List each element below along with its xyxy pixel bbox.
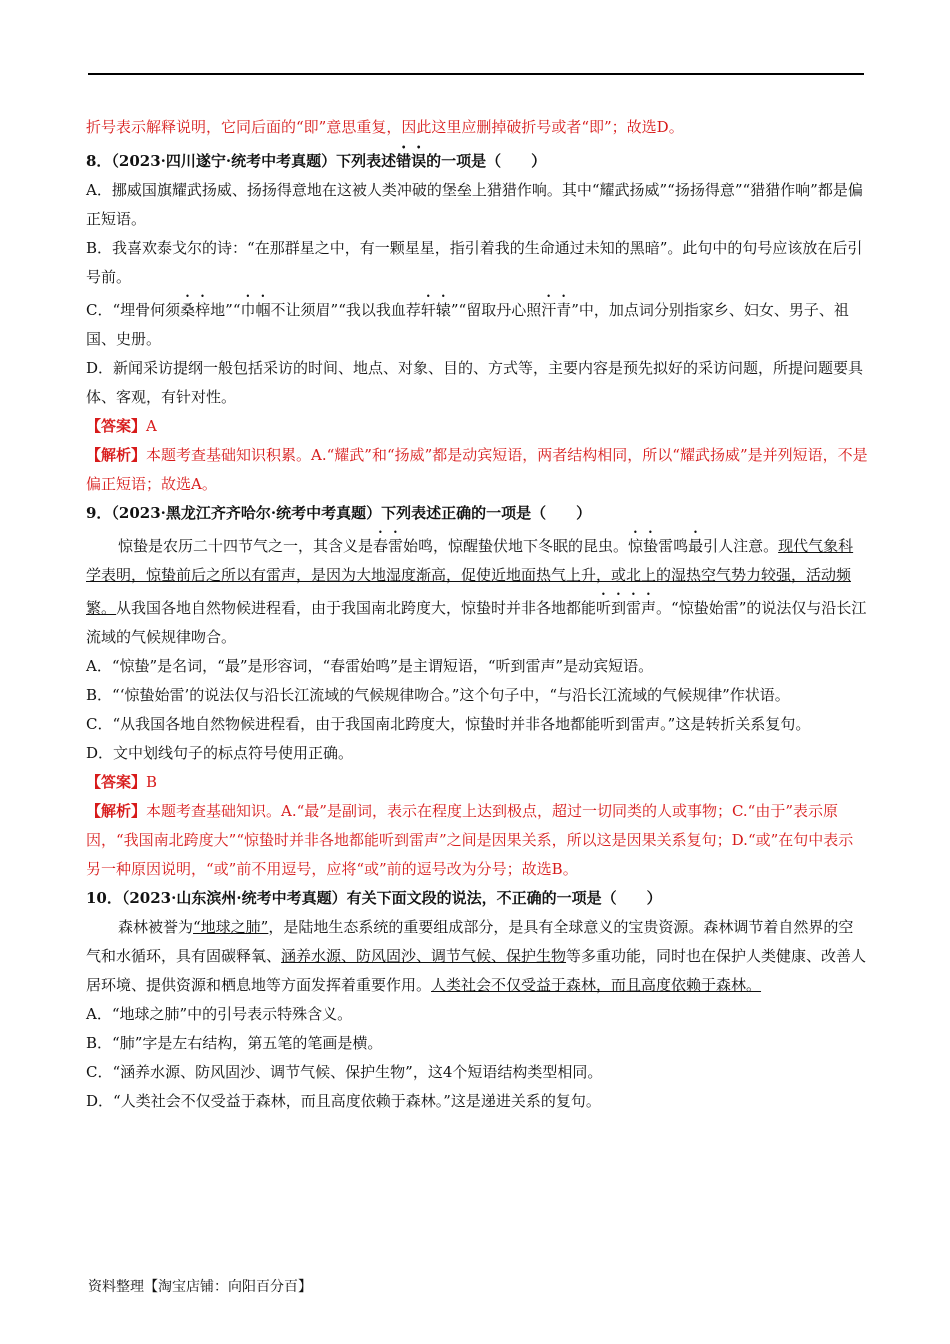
footer-note: 资料整理【淘宝店铺：向阳百分百】: [88, 1279, 312, 1295]
q9-analysis: 【解析】本题考查基础知识。A.“最”是副词，表示在程度上达到极点，超过一切同类的人或事物；C.“由于”表示原因，“我国南北跨度大”“惊蛰时并非各地都能听到雷声”之间是因果关系，所以这是因果关系复句；D.“或”在句中表示另一种原因说明，“或”前不用逗号，应将“或”前的逗号改为分号；故选B。: [86, 802, 854, 878]
q10-stem: 10．（2023·山东滨州·统考中考真题）有关下面文段的说法，不正确的一项是（ ）: [86, 889, 662, 907]
q9-option-b: B．“‘惊蛰始雷’的说法仅与沿长江流域的气候规律吻合。”这个句子中，“与沿长江流域的气候规律”作状语。: [86, 686, 790, 704]
q9-option-a: A．“惊蛰”是名词，“最”是形容词，“春雷始鸣”是主谓短语，“听到雷声”是动宾短语。: [86, 657, 654, 675]
q10-option-d: D．“人类社会不仅受益于森林，而且高度依赖于森林。”这是递进关系的复句。: [86, 1092, 601, 1110]
q10-option-c: C．“涵养水源、防风固沙、调节气候、保护生物”，这4个短语结构类型相同。: [86, 1063, 603, 1081]
header-rule: [88, 73, 864, 75]
q10-passage: 森林被誉为“地球之肺”，是陆地生态系统的重要组成部分，是具有全球意义的宝贵资源。森林调节着自然界的空气和水循环，具有固碳释氧、涵养水源、防风固沙、调节气候、保护生物等多重功能，同时也在保护人类健康、改善人居环境、提供资源和栖息地等方面发挥着重要作用。人类社会不仅受益于森林，而且高度依赖于森林。: [86, 918, 867, 994]
document-body: [86, 113, 868, 1116]
q10-option-a: A．“地球之肺”中的引号表示特殊含义。: [86, 1005, 353, 1023]
previous-analysis-tail: 折号表示解释说明，它同后面的“即”意思重复，因此这里应删掉破折号或者“即”；故选D。: [86, 118, 684, 136]
q9-option-d: D．文中划线句子的标点符号使用正确。: [86, 744, 354, 762]
q9-answer: 【答案】B: [86, 773, 158, 791]
q8-answer: 【答案】A: [86, 417, 157, 435]
q9-passage: 惊蛰是农历二十四节气之一，其含义是春雷始鸣，惊醒蛰伏地下冬眠的昆虫。惊蛰雷鸣最引人注意。现代气象科学表明，惊蛰前后之所以有雷声，是因为大地湿度渐高，促使近地面热气上升，或北上的湿热空气势力较强，活动频繁。从我国各地自然物候进程看，由于我国南北跨度大，惊蛰时并非各地都能听到雷声。“惊蛰始雷”的说法仅与沿长江流域的气候规律吻合。: [86, 537, 867, 646]
q10-option-b: B．“肺”字是左右结构，第五笔的笔画是横。: [86, 1034, 383, 1052]
q8-option-a: A．挪威国旗耀武扬威、扬扬得意地在这被人类冲破的堡垒上猎猎作响。其中“耀武扬威”“扬扬得意”“猎猎作响”都是偏正短语。: [86, 181, 863, 228]
q9-stem: 9．（2023·黑龙江齐齐哈尔·统考中考真题）下列表述正确的一项是（ ）: [86, 504, 592, 522]
q8-option-b: B．我喜欢泰戈尔的诗：“在那群星之中，有一颗星星，指引着我的生命通过未知的黑暗”。此句中的句号应该放在后引号前。: [86, 239, 863, 286]
q9-option-c: C．“从我国各地自然物候进程看，由于我国南北跨度大，惊蛰时并非各地都能听到雷声。”这是转折关系复句。: [86, 715, 811, 733]
q8-analysis: 【解析】本题考查基础知识积累。A.“耀武”和“扬威”都是动宾短语，两者结构相同，所以“耀武扬威”是并列短语，不是偏正短语；故选A。: [86, 446, 868, 493]
q8-option-d: D．新闻采访提纲一般包括采访的时间、地点、对象、目的、方式等，主要内容是预先拟好的采访问题，所提问题要具体、客观，有针对性。: [86, 359, 864, 406]
q8-stem: 8．（2023·四川遂宁·统考中考真题）下列表述错误的一项是（ ）: [86, 152, 547, 170]
q8-option-c: C．“埋骨何须桑梓地”“巾帼不让须眉”“我以我血荐轩辕”“留取丹心照汗青”中，加点词分别指家乡、妇女、男子、祖国、史册。: [86, 301, 849, 348]
